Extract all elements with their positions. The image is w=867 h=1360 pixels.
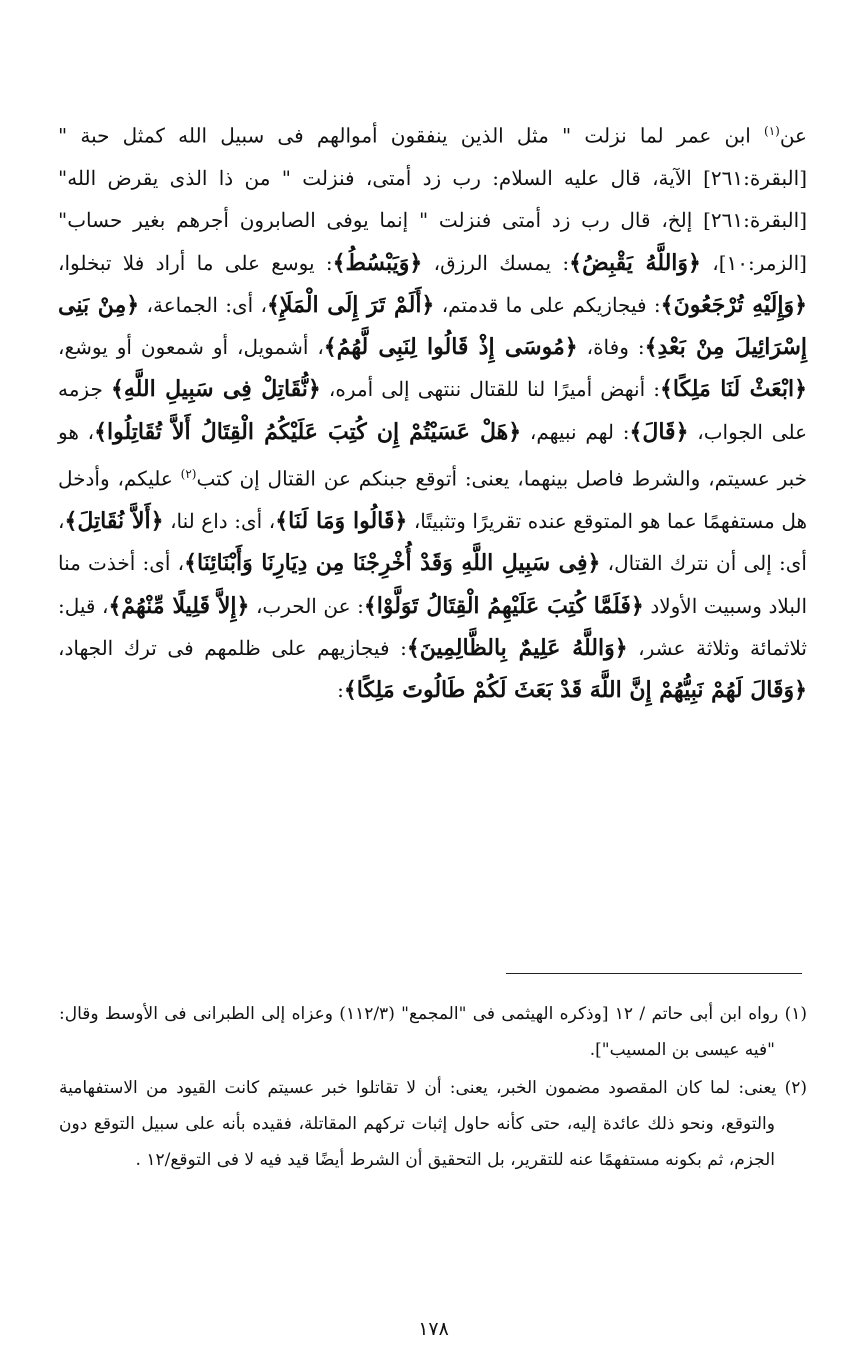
- text-run: : يوسع على ما أراد فلا تبخلوا،: [58, 250, 333, 275]
- quran-quote: ﴿مِنْ بَنِى إِسْرَائِيلَ مِنْ بَعْدِ﴾: [58, 291, 808, 361]
- quran-quote: ﴿قَالَ﴾: [629, 418, 689, 445]
- text-run: : يمسك الرزق،: [422, 250, 570, 275]
- text-run: :: [337, 678, 344, 703]
- quran-quote: ﴿وَقَالَ لَهُمْ نَبِيُّهُمْ إِنَّ اللَّهَ قَدْ بَعَثَ لَكُمْ طَالُوتَ مَلِكًا﴾: [343, 677, 807, 704]
- footnote-divider: [506, 973, 802, 974]
- footnote-ref-1[interactable]: (١): [764, 124, 780, 138]
- text-run: ، أى: أخذت منا البلاد وسبيت الأولاد: [58, 551, 808, 618]
- quran-quote: ﴿وَاللَّهُ عَلِيمٌ بِالظَّالِمِينَ﴾: [406, 634, 628, 661]
- text-run: ، أى: داع لنا،: [163, 508, 276, 533]
- main-text: [58, 110, 807, 711]
- quran-quote: ﴿نُّقَاتِلْ فِى سَبِيلِ اللَّهِ﴾: [110, 376, 321, 403]
- text-run: : فيجازيهم على ظلمهم فى ترك الجهاد،: [58, 635, 407, 660]
- text-run: ، هو خبر عسيتم، والشرط فاصل بينهما، يعنى: أتوقع جبنكم عن القتال إن كتب: [58, 419, 807, 491]
- text-run: : عن الحرب،: [249, 593, 364, 618]
- quran-quote: ﴿أَلَمْ تَرَ إِلَى الْمَلَإِ﴾: [267, 291, 435, 318]
- footnote-1: (١) رواه ابن أبى حاتم / ١٢ [وذكره الهيثمى فى "المجمع" (١١٢/٣) وعزاه إلى الطبرانى فى الأوسط وقال: "فيه عيسى بن المسيب"].: [59, 1004, 807, 1060]
- footnotes: [59, 996, 807, 1180]
- quran-quote: ﴿فِى سَبِيلِ اللَّهِ وَقَدْ أُخْرِجْنَا مِن دِيَارِنَا وَأَبْنَائِنَا﴾: [184, 550, 601, 577]
- quran-quote: ﴿مُوسَى إِذْ قَالُوا لِنَبِى لَّهُمُ﴾: [323, 334, 578, 361]
- text-run: ، قيل: ثلاثمائة وثلاثة عشر،: [58, 593, 807, 660]
- text-run: ، أى: الجماعة،: [139, 292, 268, 317]
- footnote-ref-2[interactable]: (٢): [180, 467, 197, 482]
- quran-quote: ﴿قَالُوا وَمَا لَنَا﴾: [275, 507, 408, 534]
- text-run: : فيجازيكم على ما قدمتم،: [434, 292, 661, 317]
- quran-quote: ﴿ابْعَثْ لَنَا مَلِكًا﴾: [659, 376, 808, 403]
- quran-quote: ﴿وَإِلَيْهِ تُرْجَعُونَ﴾: [660, 291, 807, 318]
- quran-quote: ﴿إِلاَّ قَلِيلًا مِّنْهُمْ﴾: [108, 592, 250, 619]
- quran-quote: ﴿وَيَبْسُطُ﴾: [332, 249, 423, 276]
- text-run: ، أى: إلى أن نترك القتال،: [58, 508, 807, 576]
- text-run: عليكم، وأدخل هل مستفهمًا عما هو المتوقع عنده تقريرًا وتثبيتًا،: [58, 466, 808, 533]
- quran-quote: ﴿هَلْ عَسَيْتُمْ إِن كُتِبَ عَلَيْكُمُ الْقِتَالُ أَلاَّ تُقَاتِلُوا﴾: [94, 418, 522, 445]
- quran-quote: ﴿فَلَمَّا كُتِبَ عَلَيْهِمُ الْقِتَالُ تَوَلَّوْا﴾: [363, 592, 644, 619]
- quran-quote: ﴿وَاللَّهُ يَقْبِضُ﴾: [569, 249, 701, 276]
- page-number: ١٧٨: [418, 1318, 449, 1340]
- text-run: : لهم نبيهم،: [521, 419, 630, 444]
- text-run: : وفاة،: [577, 335, 645, 360]
- footnote-2: (٢) يعنى: لما كان المقصود مضمون الخبر، يعنى: أن لا تقاتلوا خبر عسيتم كانت القيود من الاستفهامية والتوقع، ونحو ذلك عائدة إليه، حتى كأنه حاول إثبات تركهم المقاتلة، فقيده بأنه على سبيل التوقع دون الجزم، ثم بكونه مستفهمًا عنه للتقرير، بل التحقيق أن الشرط أيضًا قيد فيه لا فى التوقع/١٢ .: [59, 1078, 807, 1170]
- text-run: : أنهض أميرًا لنا للقتال ننتهى إلى أمره،: [320, 377, 660, 402]
- text-run: عن: [779, 123, 807, 148]
- text-run: جزمه على الجواب،: [58, 377, 808, 444]
- quran-quote: ﴿أَلاَّ نُقَاتِلَ﴾: [64, 507, 164, 534]
- text-run: ، أشمويل، أو شمعون أو يوشع،: [58, 335, 324, 360]
- text-run: ابن عمر لما نزلت " مثل الذين ينفقون أموالهم فى سبيل الله كمثل حبة "[البقرة:٢٦١] الآية، قال عليه السلام: رب زد أمتى، فنزلت " من ذا الذى يقرض الله"[البقرة:٢٦١] إلخ، قال رب زد أمتى فنزلت " إنما يوفى الصابرون أجرهم بغير حساب"[الزمر:١٠]،: [58, 123, 807, 275]
